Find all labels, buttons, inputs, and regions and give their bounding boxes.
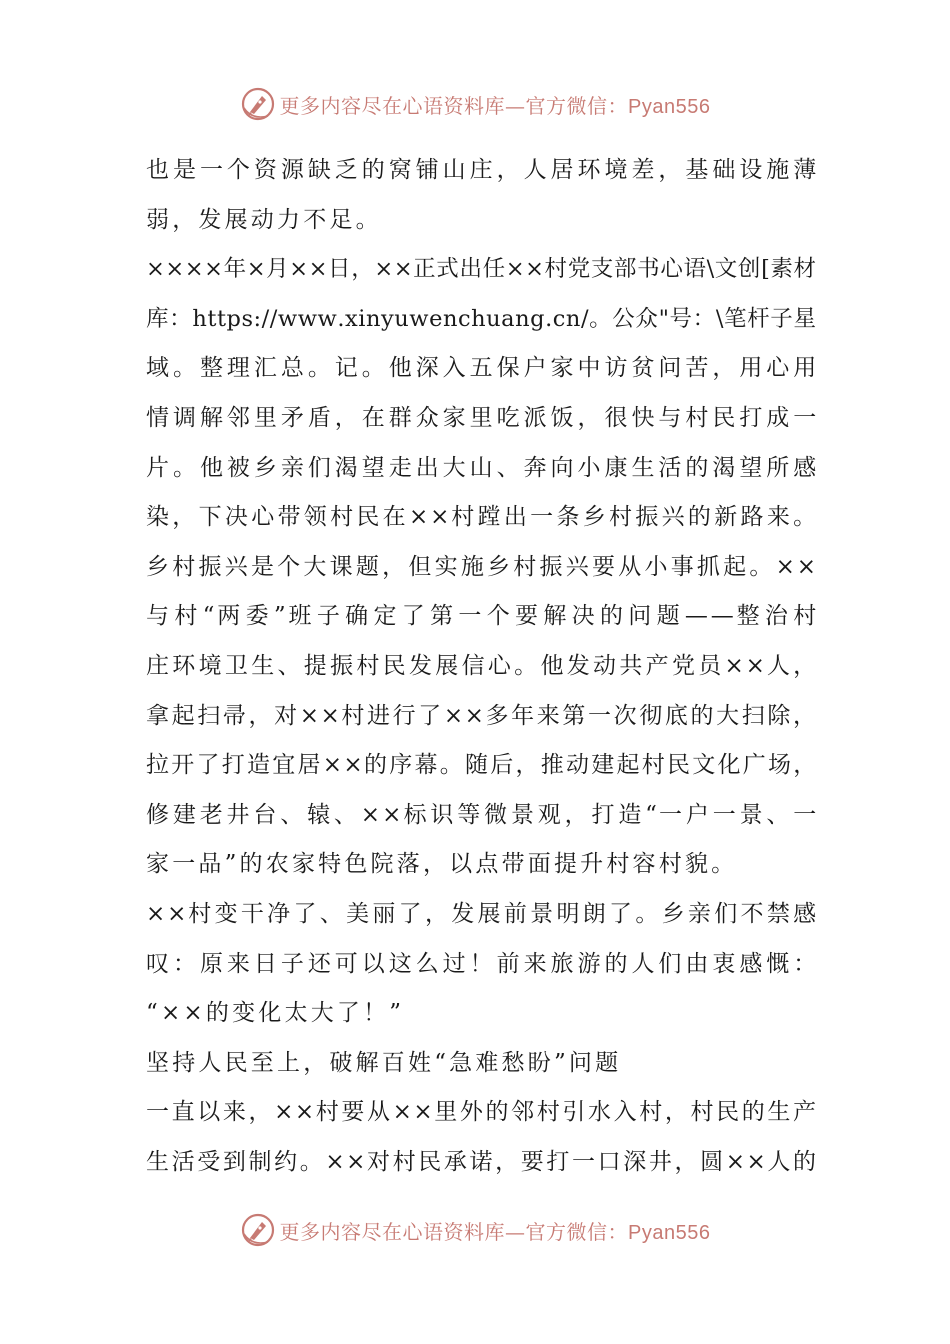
- pen-nib-logo-icon: [240, 86, 276, 122]
- text-line: 家一品”的农家特色院落，以点带面提升村容村貌。: [146, 851, 738, 878]
- text-line: 庄 环 境 卫 生 、 提 振 村 民 发 展 信 心 。 他 发 动 共 产 党 员 × × 人 ，: [146, 652, 817, 679]
- text-line: 与 村 “ 两 委 ” 班 子 确 定 了 第 一 个 要 解 决 的 问 题 — — 整 治 村: [146, 603, 817, 630]
- text-line: 域 。 整 理 汇 总 。 记 。 他 深 入 五 保 户 家 中 访 贫 问 苦 ， 用 心 用: [146, 355, 817, 382]
- text-line: × × × × 年 × 月 × × 日 ， × × 正 式 出 任 × × 村 党 支 部 书 心 语 \ 文 创 [ 素 材: [146, 256, 817, 283]
- text-line: 一 直 以 来 ， × × 村 要 从 × × 里 外 的 邻 村 引 水 入 村 ， 村 民 的 生 产: [146, 1099, 816, 1126]
- text-line: 库 ： h t t p s : / / w w w . x i n y u w e n c h u a n g . c n / 。 公 众 " 号 ： \ 笔 杆 子 星: [146, 305, 816, 332]
- text-line: 情 调 解 邻 里 矛 盾 ， 在 群 众 家 里 吃 派 饭 ， 很 快 与 村 民 打 成 一: [146, 404, 817, 431]
- text-line: 弱，发展动力不足。: [146, 206, 382, 233]
- document-body: [146, 146, 816, 1187]
- text-line: “××的变化太大了！”: [146, 1000, 405, 1027]
- text-line: 修 建 老 井 台 、 辕 、 × × 标 识 等 微 景 观 ， 打 造 “ 一 户 一 景 、 一: [146, 801, 817, 828]
- text-line: 也 是 一 个 资 源 缺 乏 的 窝 铺 山 庄 ， 人 居 环 境 差 ， 基 础 设 施 薄: [146, 157, 817, 183]
- text-line: 叹 ： 原 来 日 子 还 可 以 这 么 过 ！ 前 来 旅 游 的 人 们 由 衷 感 慨 ：: [146, 950, 817, 977]
- text-line: 拿 起 扫 帚 ， 对 × × 村 进 行 了 × × 多 年 来 第 一 次 彻 底 的 大 扫 除 ，: [146, 702, 816, 729]
- footer-banner-handle: Pyan556: [628, 1221, 711, 1244]
- text-line: 染 ， 下 决 心 带 领 村 民 在 × × 村 蹚 出 一 条 乡 村 振 兴 的 新 路 来 。: [146, 504, 817, 531]
- text-line: × × 村 变 干 净 了 、 美 丽 了 ， 发 展 前 景 明 朗 了 。 乡 亲 们 不 禁 感: [146, 900, 817, 927]
- text-line: 拉 开 了 打 造 宜 居 × × 的 序 幕 。 随 后 ， 推 动 建 起 村 民 文 化 广 场 ，: [146, 752, 817, 779]
- pen-nib-logo-icon: [240, 1212, 276, 1248]
- text-line: 乡 村 振 兴 是 个 大 课 题 ， 但 实 施 乡 村 振 兴 要 从 小 事 抓 起 。 × ×: [146, 553, 817, 580]
- text-line: 片 。 他 被 乡 亲 们 渴 望 走 出 大 山 、 奔 向 小 康 生 活 的 渴 望 所 感: [146, 454, 817, 481]
- header-banner-handle: Pyan556: [628, 95, 711, 118]
- text-line: 坚持人民至上，破解百姓“急难愁盼”问题: [146, 1049, 622, 1076]
- header-banner: [0, 82, 950, 126]
- footer-banner-text: 更多内容尽在心语资料库—官方微信：Pyan556: [279, 1219, 711, 1244]
- text-line: 生 活 受 到 制 约 。 × × 对 村 民 承 诺 ， 要 打 一 口 深 井 ， 圆 × × 人 的: [146, 1148, 816, 1175]
- header-banner-text: 更多内容尽在心语资料库—官方微信：Pyan556: [279, 93, 711, 118]
- footer-banner: [0, 1208, 950, 1252]
